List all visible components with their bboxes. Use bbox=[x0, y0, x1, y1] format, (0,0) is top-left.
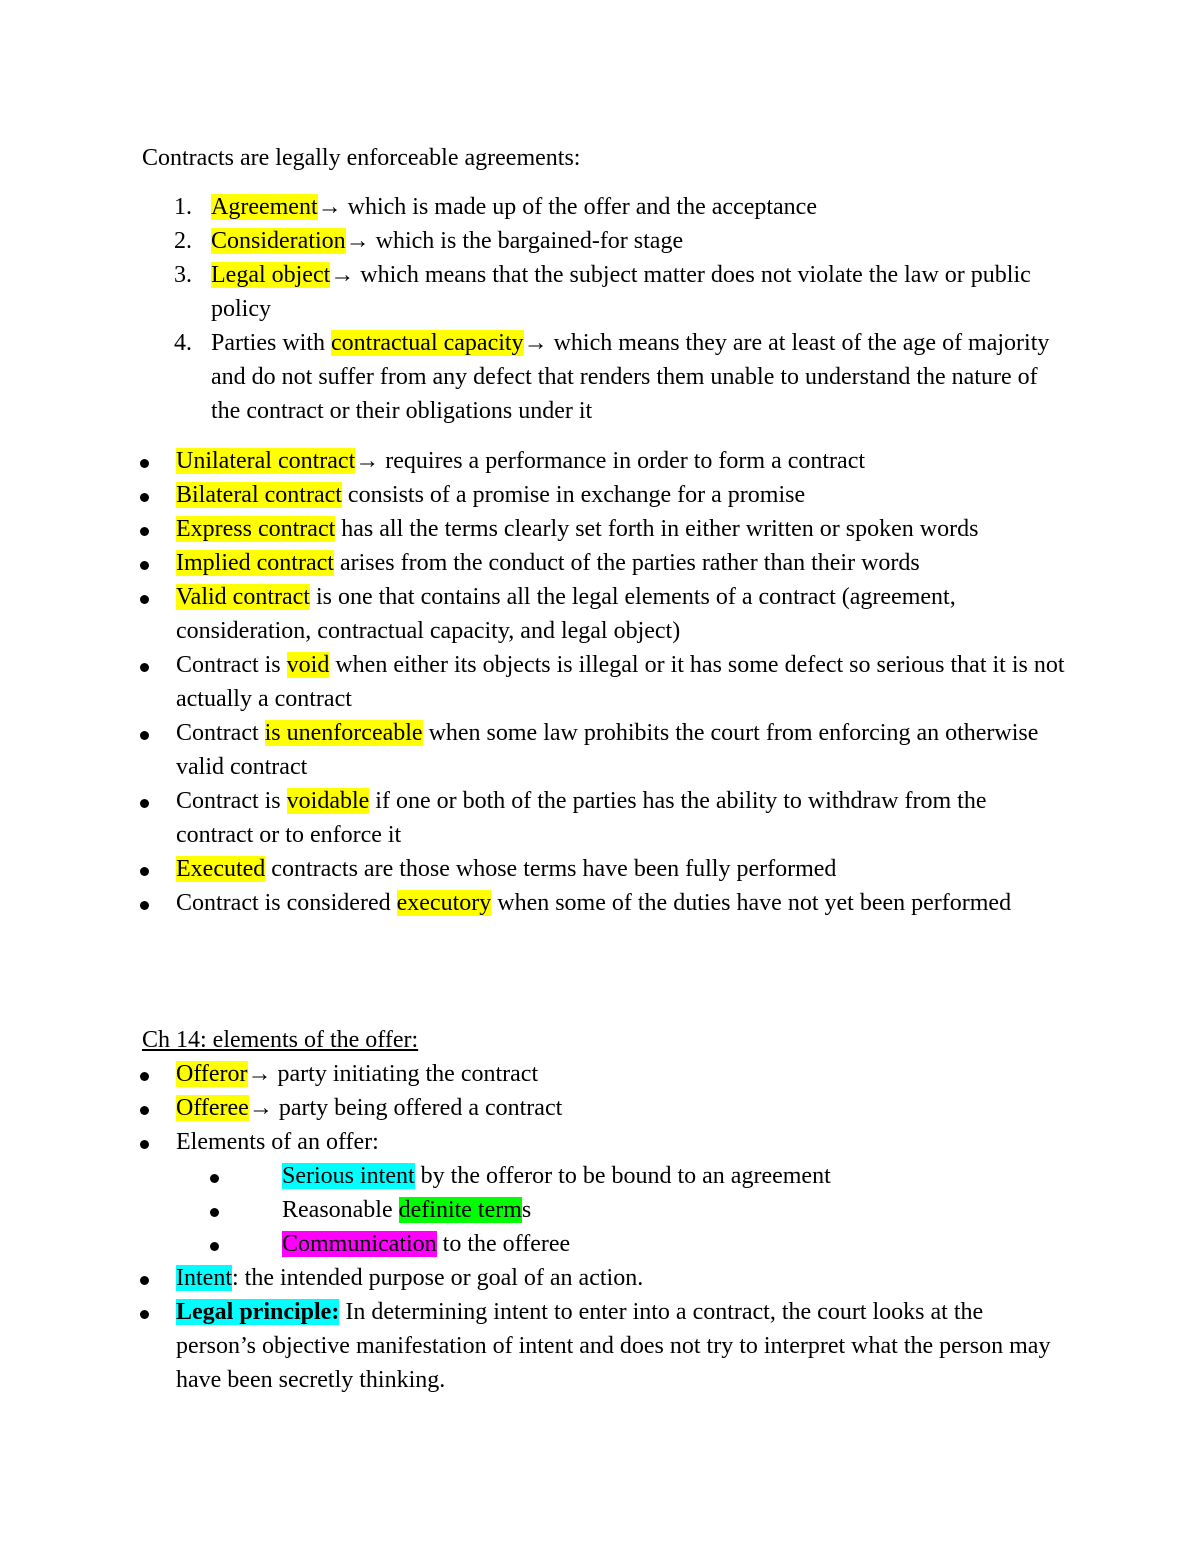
item-text: contracts are those whose terms have been fully performed bbox=[265, 856, 837, 882]
numbered-item bbox=[0, 224, 1071, 258]
item-text: which means they are at least of the age of majority and do not suffer from any defect that renders them unable to understand the nature of the contract or their obligations under it bbox=[211, 330, 1050, 424]
bullet-item bbox=[0, 444, 1066, 478]
chapter-heading: Ch 14: elements of the offer: bbox=[142, 1027, 419, 1053]
item-text: when either its objects is illegal or it has some defect so serious that it is not actually a contract bbox=[176, 652, 1065, 712]
bullet-item bbox=[0, 1125, 1066, 1159]
bullet-icon bbox=[140, 459, 149, 468]
intro-sentence: Contracts are legally enforceable agreements: bbox=[142, 145, 581, 171]
bullet-item bbox=[0, 546, 1066, 580]
item-text: when some law prohibits the court from enforcing an otherwise valid contract bbox=[176, 720, 1039, 780]
bullet-item bbox=[0, 784, 1066, 852]
item-text: which is the bargained-for stage bbox=[369, 228, 684, 254]
item-prefix: Contract is considered bbox=[176, 890, 397, 916]
item-text: s bbox=[521, 1197, 532, 1223]
item-number: 2. bbox=[174, 228, 192, 254]
item-text: In determining intent to enter into a contract, the court looks at the person’s objective manifestation of intent and does not try to interpret what the person may have been secretly thinking. bbox=[176, 1299, 1051, 1393]
item-text: arises from the conduct of the parties rather than their words bbox=[333, 550, 920, 576]
offer-elements-list bbox=[0, 1057, 1200, 1397]
item-prefix: Contract bbox=[176, 720, 265, 746]
highlighted-term: Offeror bbox=[176, 1061, 248, 1087]
bullet-icon bbox=[140, 731, 149, 740]
numbered-item bbox=[0, 326, 1071, 428]
bullet-icon bbox=[140, 1106, 149, 1115]
item-text: Elements of an offer: bbox=[176, 1129, 379, 1155]
highlighted-term: Legal principle: bbox=[176, 1299, 340, 1325]
bullet-icon bbox=[140, 1310, 149, 1319]
item-number: 1. bbox=[174, 194, 192, 220]
item-text: party being offered a contract bbox=[272, 1095, 563, 1121]
item-text: consists of a promise in exchange for a promise bbox=[341, 482, 806, 508]
contract-types-list bbox=[0, 444, 1200, 920]
item-text: which means that the subject matter does not violate the law or public policy bbox=[211, 262, 1031, 322]
arrow-icon: → bbox=[523, 330, 548, 356]
highlighted-term: Legal object bbox=[211, 262, 331, 288]
highlighted-term: voidable bbox=[286, 788, 370, 814]
bullet-icon bbox=[140, 1140, 149, 1149]
bullet-item bbox=[0, 716, 1066, 784]
bullet-icon bbox=[140, 527, 149, 536]
highlighted-term: Valid contract bbox=[176, 584, 310, 610]
item-prefix: Parties with bbox=[211, 330, 331, 356]
highlighted-term: Intent bbox=[176, 1265, 232, 1291]
bullet-icon bbox=[140, 799, 149, 808]
item-prefix: Contract is bbox=[176, 652, 287, 678]
bullet-icon bbox=[140, 493, 149, 502]
bullet-icon bbox=[210, 1208, 219, 1217]
item-text: if one or both of the parties has the ability to withdraw from the contract or to enforce it bbox=[176, 788, 987, 848]
item-text: when some of the duties have not yet been performed bbox=[491, 890, 1012, 916]
bullet-item bbox=[0, 1091, 1066, 1125]
bullet-icon bbox=[140, 561, 149, 570]
highlighted-term: Implied contract bbox=[176, 550, 334, 576]
bullet-icon bbox=[210, 1174, 219, 1183]
item-number: 4. bbox=[174, 330, 192, 356]
numbered-item bbox=[0, 190, 1071, 224]
item-prefix: Contract is bbox=[176, 788, 287, 814]
bullet-item bbox=[0, 1295, 1066, 1397]
bullet-icon bbox=[140, 1276, 149, 1285]
highlighted-term: Bilateral contract bbox=[176, 482, 342, 508]
bullet-item bbox=[0, 648, 1066, 716]
bullet-icon bbox=[140, 663, 149, 672]
bullet-item bbox=[0, 580, 1066, 648]
bullet-item bbox=[0, 852, 1066, 886]
highlighted-term: is unenforceable bbox=[264, 720, 423, 746]
item-number: 3. bbox=[174, 262, 192, 288]
highlighted-term: definite term bbox=[398, 1197, 522, 1223]
numbered-item bbox=[0, 258, 1071, 326]
arrow-icon: → bbox=[345, 228, 370, 254]
item-text: by the offeror to be bound to an agreement bbox=[414, 1163, 831, 1189]
bullet-item bbox=[0, 478, 1066, 512]
bullet-icon bbox=[140, 901, 149, 910]
item-text: has all the terms clearly set forth in either written or spoken words bbox=[335, 516, 979, 542]
arrow-icon: → bbox=[355, 448, 380, 474]
highlighted-term: Communication bbox=[282, 1231, 437, 1257]
arrow-icon: → bbox=[317, 194, 342, 220]
highlighted-term: Executed bbox=[176, 856, 266, 882]
item-text: party initiating the contract bbox=[271, 1061, 539, 1087]
item-text: to the offeree bbox=[436, 1231, 571, 1257]
highlighted-term: void bbox=[286, 652, 330, 678]
contract-elements-list bbox=[0, 190, 1200, 428]
highlighted-term: Consideration bbox=[211, 228, 346, 254]
highlighted-term: executory bbox=[396, 890, 492, 916]
highlighted-term: Express contract bbox=[176, 516, 336, 542]
bullet-item bbox=[0, 886, 1066, 920]
highlighted-term: Unilateral contract bbox=[176, 448, 356, 474]
sub-bullet-item bbox=[0, 1159, 1066, 1193]
highlighted-term: Offeree bbox=[176, 1095, 249, 1121]
item-text: : the intended purpose or goal of an action. bbox=[231, 1265, 644, 1291]
bullet-icon bbox=[210, 1242, 219, 1251]
sub-bullet-item bbox=[0, 1227, 1066, 1261]
item-prefix: Reasonable bbox=[282, 1197, 399, 1223]
item-text: requires a performance in order to form a contract bbox=[379, 448, 866, 474]
bullet-item bbox=[0, 512, 1066, 546]
highlighted-term: Serious intent bbox=[282, 1163, 415, 1189]
bullet-item bbox=[0, 1261, 1066, 1295]
arrow-icon: → bbox=[248, 1095, 273, 1121]
arrow-icon: → bbox=[330, 262, 355, 288]
highlighted-term: contractual capacity bbox=[331, 330, 524, 356]
item-text: which is made up of the offer and the acceptance bbox=[341, 194, 817, 220]
item-text: is one that contains all the legal elements of a contract (agreement, consideration, contractual capacity, and legal object) bbox=[176, 584, 956, 644]
bullet-icon bbox=[140, 867, 149, 876]
sub-bullet-item bbox=[0, 1193, 1066, 1227]
bullet-icon bbox=[140, 595, 149, 604]
highlighted-term: Agreement bbox=[211, 194, 318, 220]
bullet-icon bbox=[140, 1072, 149, 1081]
bullet-item bbox=[0, 1057, 1066, 1091]
arrow-icon: → bbox=[247, 1061, 272, 1087]
